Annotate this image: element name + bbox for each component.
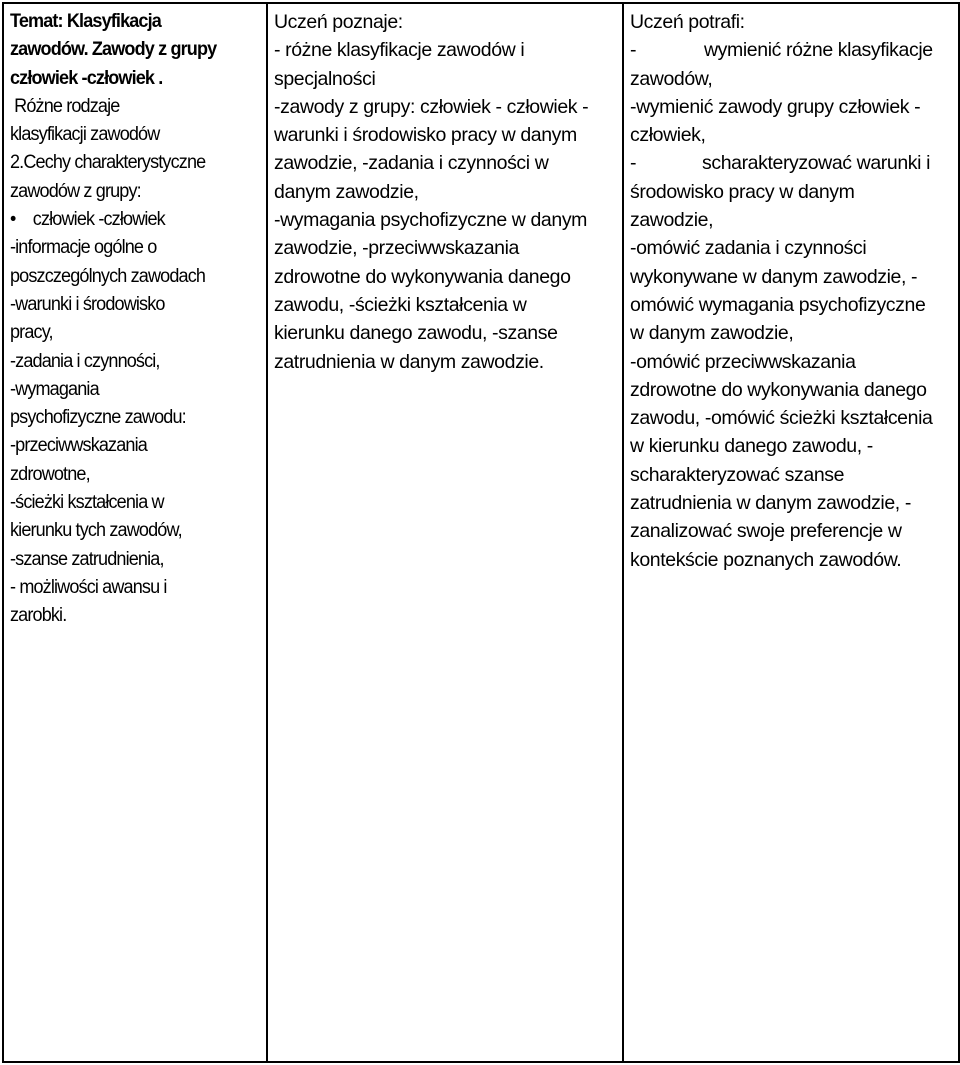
topic-bullet-item <box>10 206 262 234</box>
topic-line: -informacje ogólne o <box>10 237 157 259</box>
student-can-cell <box>623 3 959 1062</box>
can-line: -omówić zadania i czynności <box>630 237 867 260</box>
can-line: zatrudnienia w danym zawodzie, - <box>630 492 911 515</box>
topic-line: -warunki i środowisko <box>10 293 165 315</box>
topic-title-line: zawodów. Zawody z grupy <box>10 39 217 61</box>
can-line: środowisko pracy w danym <box>630 180 855 203</box>
topic-line: 2.Cechy charakterystyczne <box>10 152 206 174</box>
topic-line: -szanse zatrudnienia, <box>10 548 164 570</box>
topic-line: -przeciwwskazania <box>10 435 147 457</box>
knows-line: warunki i środowisko pracy w danym <box>274 124 577 147</box>
topic-line: klasyfikacji zawodów <box>10 124 160 146</box>
knows-line: danym zawodzie, <box>274 180 419 203</box>
can-line: zanalizować swoje preferencje w <box>630 520 902 543</box>
knows-line: specjalności <box>274 67 376 90</box>
can-line-text: scharakteryzować warunki i <box>702 152 931 175</box>
can-line <box>630 36 952 64</box>
can-line <box>630 149 952 177</box>
topic-line: psychofizyczne zawodu: <box>10 407 186 429</box>
topic-line: poszczególnych zawodach <box>10 265 206 287</box>
can-line-text: wymienić różne klasyfikacje <box>704 39 933 62</box>
can-line: w danym zawodzie, <box>630 322 794 345</box>
can-line: zawodów, <box>630 67 713 90</box>
bullet-icon: • <box>10 209 16 231</box>
can-line: wykonywane w danym zawodzie, - <box>630 265 918 288</box>
student-can-text <box>630 8 952 574</box>
can-line: Uczeń potrafi: <box>630 11 745 33</box>
knows-line: -zawody z grupy: człowiek - człowiek - <box>274 95 589 118</box>
topic-line: kierunku tych zawodów, <box>10 520 182 542</box>
topic-title-line: Temat: Klasyfikacja <box>10 11 161 32</box>
can-line: człowiek, <box>630 124 706 147</box>
lesson-plan-table <box>2 2 960 1063</box>
dash-marker: - <box>630 152 637 175</box>
knows-line: -wymagania psychofizyczne w danym <box>274 209 588 232</box>
student-knows-cell <box>267 3 623 1062</box>
topic-line: pracy, <box>10 322 53 344</box>
knows-line: zawodzie, -zadania i czynności w <box>274 152 549 175</box>
can-line: scharakteryzować szanse <box>630 463 845 486</box>
topic-line: - możliwości awansu i <box>10 576 167 598</box>
can-line: w kierunku danego zawodu, - <box>630 435 873 458</box>
knows-line: kierunku danego zawodu, -szanse <box>274 322 558 345</box>
topic-cell <box>3 3 267 1062</box>
dash-marker: - <box>630 39 637 62</box>
can-line: kontekście poznanych zawodów. <box>630 548 902 571</box>
knows-line: zawodzie, -przeciwwskazania <box>274 237 519 260</box>
can-line: zawodu, -omówić ścieżki kształcenia <box>630 407 933 430</box>
can-line: zdrowotne do wykonywania danego <box>630 378 927 401</box>
topic-line: -zadania i czynności, <box>10 350 160 372</box>
topic-line: Różne rodzaje <box>10 95 120 117</box>
bullet-text: człowiek -człowiek <box>32 209 165 231</box>
knows-line: - różne klasyfikacje zawodów i <box>274 39 525 62</box>
student-knows-text <box>274 8 616 376</box>
topic-line: zawodów z grupy: <box>10 180 141 202</box>
can-line: -wymienić zawody grupy człowiek - <box>630 95 921 118</box>
table-row <box>3 3 959 1062</box>
knows-line: Uczeń poznaje: <box>274 11 403 33</box>
topic-text <box>10 8 262 631</box>
topic-line: zarobki. <box>10 605 67 627</box>
can-line: zawodzie, <box>630 209 714 232</box>
topic-line: -ścieżki kształcenia w <box>10 492 164 514</box>
topic-line: -wymagania <box>10 378 99 400</box>
can-line: -omówić przeciwwskazania <box>630 350 856 373</box>
knows-line: zdrowotne do wykonywania danego <box>274 265 571 288</box>
topic-title-line: człowiek -człowiek . <box>10 67 163 89</box>
topic-line: zdrowotne, <box>10 463 90 485</box>
can-line: omówić wymagania psychofizyczne <box>630 293 926 316</box>
knows-line: zawodu, -ścieżki kształcenia w <box>274 293 527 316</box>
knows-line: zatrudnienia w danym zawodzie. <box>274 350 544 373</box>
